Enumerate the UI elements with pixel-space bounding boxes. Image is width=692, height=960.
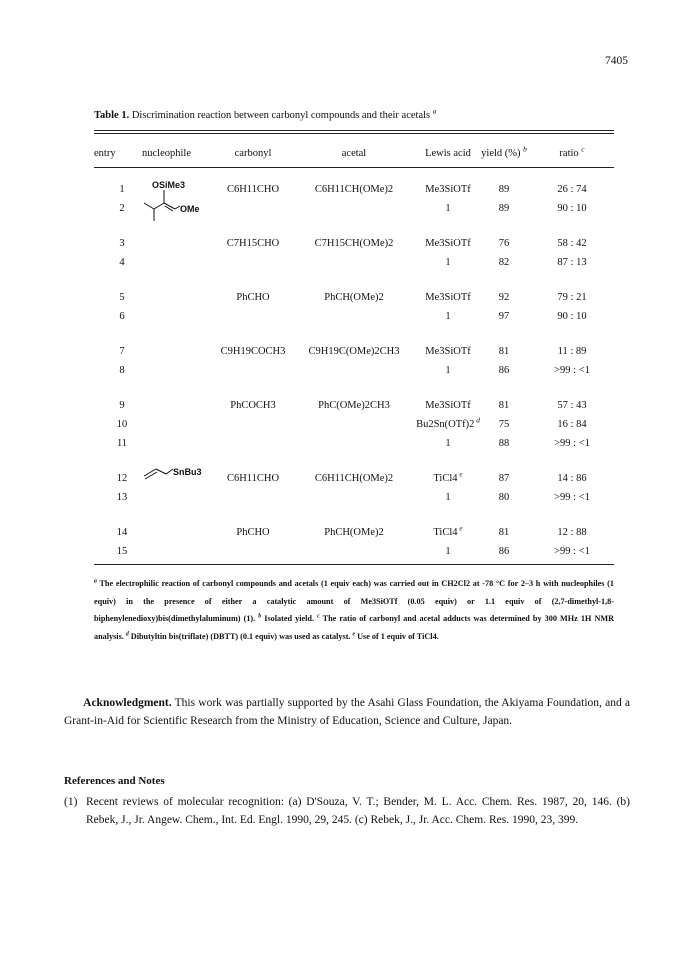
- table-caption-mark: a: [432, 106, 437, 116]
- table-cell-ratio: [532, 292, 612, 303]
- table-cell-ratio: [532, 203, 612, 214]
- table-cell-ratio: [532, 400, 612, 411]
- table-cell-lewis-acid: [413, 184, 483, 195]
- table-cell-lewis-acid-text: Me3SiOTf: [425, 292, 471, 303]
- table-cell-entry: [114, 238, 130, 249]
- table-cell-lewis-acid-mark: e: [459, 523, 463, 533]
- table-cell-ratio: [532, 527, 612, 538]
- table-cell-lewis-acid-text: Me3SiOTf: [425, 400, 471, 411]
- table-caption: [94, 106, 614, 121]
- table-cell-ratio-text: >99 : <1: [554, 438, 590, 449]
- table-cell-yield: [478, 473, 530, 484]
- table-cell-yield-text: 86: [498, 546, 510, 557]
- table-cell-entry-text: 9: [119, 400, 125, 411]
- table-cell-lewis-acid: [413, 492, 483, 503]
- table-header-rule: [94, 167, 614, 168]
- table-cell-ratio-text: 90 : 10: [557, 311, 587, 322]
- table-cell-lewis-acid: [413, 523, 483, 538]
- acknowledgment: [64, 694, 630, 730]
- table-cell-yield: [478, 527, 530, 538]
- table-cell-entry-text: 6: [119, 311, 125, 322]
- references-heading: References and Notes: [64, 775, 165, 787]
- table-cell-yield-text: 81: [498, 346, 510, 357]
- footnote-b-mark: b: [258, 613, 262, 620]
- table-bottom-rule: [94, 564, 614, 565]
- table-cell-yield: [478, 400, 530, 411]
- footnote-c: The ratio of carbonyl and acetal adducts was determined by 300 MHz 1H NMR analysis.: [94, 614, 614, 641]
- table-cell-lewis-acid: [413, 311, 483, 322]
- table-cell-yield: [478, 311, 530, 322]
- table-cell-yield-text: 81: [498, 400, 510, 411]
- table-cell-entry: [114, 184, 130, 195]
- header-ratio-mark: c: [581, 144, 585, 154]
- header-yield: [478, 144, 530, 159]
- table-cell-yield-text: 89: [498, 203, 510, 214]
- table-cell-yield: [478, 438, 530, 449]
- table-cell-ratio-text: >99 : <1: [554, 365, 590, 376]
- table-cell-lewis-acid: [413, 546, 483, 557]
- header-nucleophile: nucleophile: [142, 148, 191, 159]
- table-cell-entry-text: 13: [116, 492, 128, 503]
- table-cell-lewis-acid-text: Bu2Sn(OTf)2: [416, 419, 475, 430]
- table-cell-lewis-acid-text: 1: [445, 257, 451, 268]
- table-cell-lewis-acid: [413, 438, 483, 449]
- table-cell-entry-text: 1: [119, 184, 125, 195]
- allylstannane-drawing: [140, 462, 218, 482]
- table-cell-acetal: [293, 238, 415, 249]
- reference-text: Recent reviews of molecular recognition: (a) D'Souza, V. T.; Bender, M. L. Acc. Chem. Res. 1987, 20, 146. (b) Rebek, J., Jr. Angew. Chem., Int. Ed. Engl. 1990, 29, 245. (c) Rebek, J., Jr. Acc. Chem. Res. 1990, 23, 399.: [86, 796, 630, 826]
- struct-snbu3-label: SnBu3: [173, 467, 202, 477]
- table-cell-entry: [114, 473, 130, 484]
- table-cell-acetal: [293, 184, 415, 195]
- table-cell-carbonyl: [208, 184, 298, 195]
- header-lewis-acid: Lewis acid: [425, 148, 471, 159]
- header-ratio-label: ratio: [559, 148, 579, 159]
- table-cell-yield-text: 97: [498, 311, 510, 322]
- allylstannane-structure: [140, 462, 218, 482]
- table-footnotes: [94, 575, 614, 645]
- table-cell-lewis-acid-text: 1: [445, 365, 451, 376]
- table-cell-lewis-acid-text: TiCl4: [433, 473, 458, 484]
- table-cell-lewis-acid: [413, 292, 483, 303]
- table-cell-yield-text: 75: [498, 419, 510, 430]
- table-cell-entry-text: 5: [119, 292, 125, 303]
- table-cell-carbonyl: [208, 527, 298, 538]
- table-cell-carbonyl-text: C6H11CHO: [226, 184, 280, 195]
- table-cell-ratio: [532, 473, 612, 484]
- footnote-a: The electrophilic reaction of carbonyl compounds and acetals (1 equiv each) was carried out in CH2Cl2 at -78 °C for 2–3 h with nucleophiles (1 equiv) in the presence of either a catalytic amount of Me3SiOTf (0.05 equiv) or 1.1 equiv of (2,7-dimethyl-1,8-biphenylenedioxy)bis(dimethylaluminum) (1).: [94, 579, 615, 624]
- table-cell-ratio: [532, 419, 612, 430]
- reference-number: (1): [64, 796, 78, 808]
- header-acetal: acetal: [341, 148, 367, 159]
- table-cell-yield: [478, 492, 530, 503]
- table-cell-yield: [478, 546, 530, 557]
- struct-ome-label: OMe: [180, 204, 200, 214]
- table-cell-yield: [478, 346, 530, 357]
- table-cell-acetal: [293, 400, 415, 411]
- table-cell-carbonyl: [208, 238, 298, 249]
- table-cell-lewis-acid: [413, 400, 483, 411]
- silyl-ketene-acetal-drawing: [142, 179, 212, 235]
- header-yield-mark: b: [523, 144, 527, 154]
- table-cell-yield-text: 92: [498, 292, 510, 303]
- table-cell-acetal-text: C6H11CH(OMe)2: [314, 184, 394, 195]
- footnote-b: Isolated yield.: [264, 614, 315, 624]
- table-cell-acetal-text: PhC(OMe)2CH3: [318, 400, 390, 411]
- table-cell-lewis-acid-mark: e: [459, 469, 463, 479]
- table-cell-entry: [114, 257, 130, 268]
- table-cell-lewis-acid: [413, 346, 483, 357]
- table-cell-carbonyl: [208, 346, 298, 357]
- table-cell-lewis-acid-text: Me3SiOTf: [425, 184, 471, 195]
- table-cell-entry: [114, 311, 130, 322]
- table-cell-entry: [114, 203, 130, 214]
- table-cell-entry-text: 7: [119, 346, 125, 357]
- table-cell-yield-text: 81: [498, 527, 510, 538]
- footnote-d-mark: d: [125, 631, 129, 638]
- table-cell-acetal: [293, 527, 415, 538]
- table-cell-acetal: [293, 346, 415, 357]
- table-cell-acetal: [293, 473, 415, 484]
- table-cell-ratio-text: >99 : <1: [554, 492, 590, 503]
- table-cell-lewis-acid: [413, 238, 483, 249]
- table-cell-carbonyl: [208, 473, 298, 484]
- table-cell-entry: [114, 527, 130, 538]
- table-cell-yield-text: 76: [498, 238, 510, 249]
- table-cell-lewis-acid-text: Me3SiOTf: [425, 346, 471, 357]
- table-cell-entry-text: 4: [119, 257, 125, 268]
- references-list: [64, 794, 630, 829]
- acknowledgment-heading: Acknowledgment.: [83, 697, 172, 709]
- table-cell-carbonyl-text: C6H11CHO: [226, 473, 280, 484]
- table-cell-ratio-text: 79 : 21: [557, 292, 587, 303]
- table-cell-ratio: [532, 238, 612, 249]
- table-cell-yield-text: 89: [498, 184, 510, 195]
- table-cell-lewis-acid-text: TiCl4: [433, 527, 458, 538]
- table-cell-lewis-acid-text: 1: [445, 492, 451, 503]
- table-cell-ratio-text: 90 : 10: [557, 203, 587, 214]
- table-cell-entry-text: 14: [116, 527, 128, 538]
- table-cell-acetal-text: C7H15CH(OMe)2: [314, 238, 394, 249]
- table-cell-carbonyl-text: PhCHO: [236, 292, 270, 303]
- table-cell-ratio-text: 58 : 42: [557, 238, 587, 249]
- table-cell-entry-text: 12: [116, 473, 128, 484]
- table-cell-ratio: [532, 546, 612, 557]
- table-cell-yield: [478, 203, 530, 214]
- struct-osime3-label: OSiMe3: [152, 180, 186, 190]
- table-cell-entry-text: 8: [119, 365, 125, 376]
- table-cell-lewis-acid: [413, 365, 483, 376]
- table-cell-entry-text: 2: [119, 203, 125, 214]
- table-cell-carbonyl: [208, 400, 298, 411]
- table-cell-entry: [114, 365, 130, 376]
- table-cell-carbonyl: [208, 292, 298, 303]
- header-carbonyl: carbonyl: [234, 148, 272, 159]
- table-cell-yield-text: 82: [498, 257, 510, 268]
- table-cell-yield: [478, 257, 530, 268]
- table-cell-lewis-acid-text: 1: [445, 311, 451, 322]
- table-cell-ratio-text: 57 : 43: [557, 400, 587, 411]
- table-cell-ratio-text: >99 : <1: [554, 546, 590, 557]
- table-cell-lewis-acid-text: 1: [445, 546, 451, 557]
- table-cell-ratio: [532, 492, 612, 503]
- table-top-rule-2: [94, 133, 614, 134]
- table-cell-carbonyl-text: C7H15CHO: [226, 238, 280, 249]
- footnote-d: Dibutyltin bis(triflate) (DBTT) (0.1 equiv) was used as catalyst.: [130, 631, 351, 641]
- table-cell-ratio-text: 87 : 13: [557, 257, 587, 268]
- table-cell-entry: [114, 546, 130, 557]
- footnote-e: Use of 1 equiv of TiCl4.: [357, 631, 439, 641]
- table-cell-ratio: [532, 184, 612, 195]
- table-cell-lewis-acid: [413, 415, 483, 430]
- table-cell-entry: [114, 438, 130, 449]
- table-cell-yield-text: 86: [498, 365, 510, 376]
- footnote-a-mark: a: [94, 578, 97, 585]
- table-cell-lewis-acid-text: Me3SiOTf: [425, 238, 471, 249]
- table-cell-lewis-acid: [413, 257, 483, 268]
- footnote-c-mark: c: [317, 613, 320, 620]
- table-cell-yield: [478, 365, 530, 376]
- table-cell-ratio: [532, 311, 612, 322]
- table-cell-lewis-acid: [413, 469, 483, 484]
- table-cell-entry-text: 10: [116, 419, 128, 430]
- table-cell-ratio: [532, 346, 612, 357]
- table-cell-yield: [478, 419, 530, 430]
- table-cell-acetal-text: PhCH(OMe)2: [324, 292, 384, 303]
- table-cell-entry: [114, 400, 130, 411]
- page-number: 7405: [605, 55, 628, 67]
- table-cell-ratio-text: 14 : 86: [557, 473, 587, 484]
- table-cell-yield: [478, 292, 530, 303]
- table-cell-entry-text: 11: [116, 438, 128, 449]
- table-cell-acetal-text: C6H11CH(OMe)2: [314, 473, 394, 484]
- table-cell-entry: [114, 419, 130, 430]
- table-cell-entry: [114, 346, 130, 357]
- header-ratio: [532, 144, 612, 159]
- table-cell-ratio-text: 26 : 74: [557, 184, 587, 195]
- table-top-rule: [94, 130, 614, 131]
- table-caption-label: Table 1.: [94, 110, 130, 121]
- header-entry: entry: [94, 148, 116, 159]
- table-cell-entry-text: 15: [116, 546, 128, 557]
- table-cell-yield-text: 88: [498, 438, 510, 449]
- table-cell-acetal: [293, 292, 415, 303]
- table-cell-carbonyl-text: PhCOCH3: [230, 400, 276, 411]
- table-cell-yield-text: 80: [498, 492, 510, 503]
- table-cell-acetal-text: PhCH(OMe)2: [324, 527, 384, 538]
- table-cell-ratio-text: 16 : 84: [557, 419, 587, 430]
- table-cell-acetal-text: C9H19C(OMe)2CH3: [308, 346, 400, 357]
- table-cell-carbonyl-text: PhCHO: [236, 527, 270, 538]
- table-cell-ratio-text: 12 : 88: [557, 527, 587, 538]
- table-caption-text: Discrimination reaction between carbonyl compounds and their acetals: [131, 110, 431, 121]
- table-cell-carbonyl-text: C9H19COCH3: [220, 346, 286, 357]
- header-yield-label: yield (%): [481, 148, 521, 159]
- table-cell-ratio: [532, 438, 612, 449]
- table-cell-entry-text: 3: [119, 238, 125, 249]
- reference-item: [64, 794, 630, 829]
- table-cell-entry: [114, 492, 130, 503]
- table-cell-lewis-acid-text: 1: [445, 438, 451, 449]
- table-cell-yield-text: 87: [498, 473, 510, 484]
- table-cell-yield: [478, 184, 530, 195]
- footnote-e-mark: e: [352, 631, 356, 638]
- table-cell-lewis-acid: [413, 203, 483, 214]
- table-cell-lewis-acid-text: 1: [445, 203, 451, 214]
- table-cell-lewis-acid-mark: d: [476, 415, 480, 425]
- silyl-ketene-acetal-structure: [142, 179, 212, 235]
- table-cell-yield: [478, 238, 530, 249]
- acknowledgment-text: This work was partially supported by the Asahi Glass Foundation, the Akiyama Foundation, and a Grant-in-Aid for Scientific Research from the Ministry of Education, Science and Culture, Japan.: [64, 697, 631, 727]
- table-cell-ratio: [532, 257, 612, 268]
- table-cell-ratio: [532, 365, 612, 376]
- table-cell-entry: [114, 292, 130, 303]
- table-cell-ratio-text: 11 : 89: [557, 346, 587, 357]
